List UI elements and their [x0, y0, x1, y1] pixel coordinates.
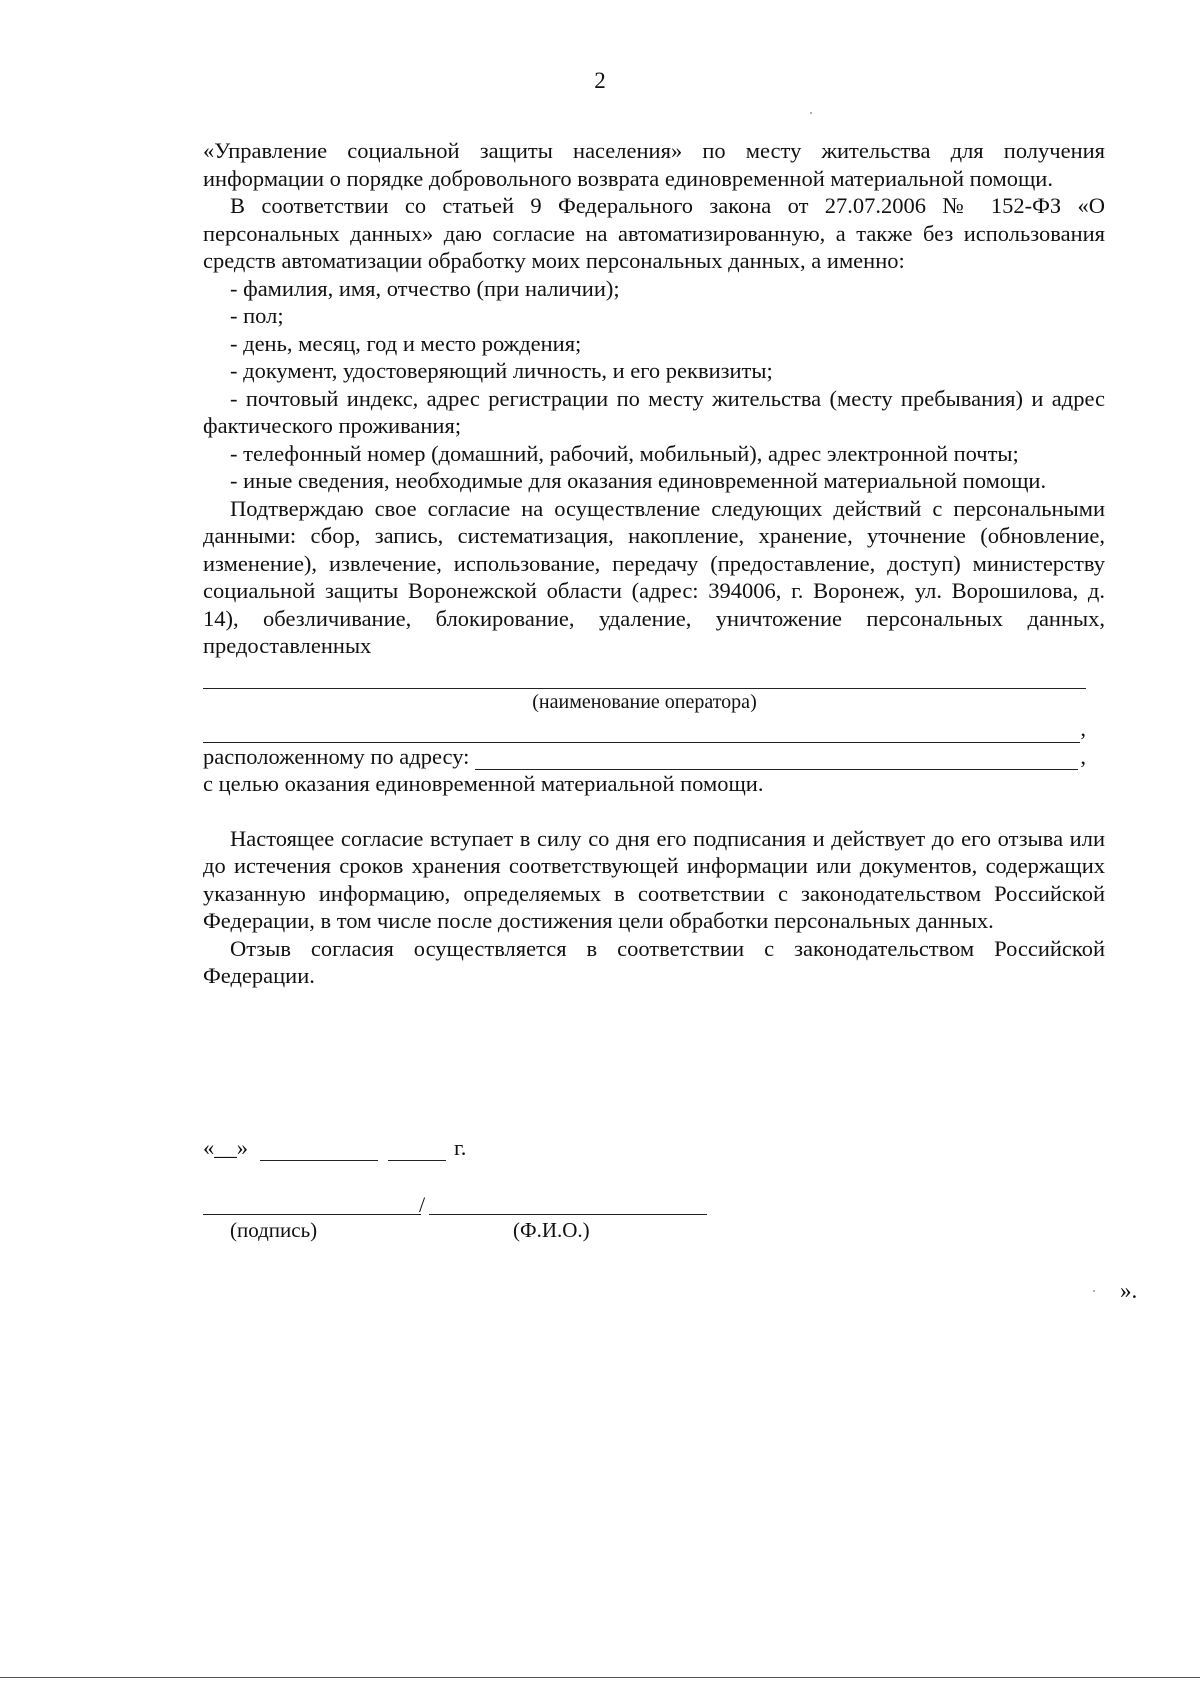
paragraph-validity: Настоящее согласие вступает в силу со дня его подписания и действует до его отзыва или до истечения сроков хранения соответствующей информации или документов, содержащих указанную информацию, определяемых в соответствии с законодательством Российской Федерации, в том числе после достижения цели обработки персональных данных.: [203, 825, 1105, 933]
list-item: - фамилия, имя, отчество (при наличии);: [230, 275, 620, 301]
signature-slash: /: [419, 1192, 426, 1217]
comma: ,: [1080, 716, 1086, 741]
spacer: [203, 798, 1105, 825]
list-item: - пол;: [230, 303, 284, 328]
scan-speck: [1093, 1290, 1095, 1292]
purpose-line: с целью оказания единовременной материальной помощи.: [203, 771, 764, 796]
operator-continuation-row: [203, 715, 1086, 743]
address-field[interactable]: [475, 749, 1078, 770]
full-name-field[interactable]: [429, 1214, 707, 1215]
list-item: - почтовый индекс, адрес регистрации по месту жительства (месту пребывания) и адрес фактического проживания;: [203, 385, 1105, 438]
closing-quote: ».: [1120, 1278, 1138, 1303]
signature-caption: (подпись): [230, 1218, 318, 1242]
scan-edge-line: [0, 1677, 1200, 1678]
full-name-caption: (Ф.И.О.): [513, 1218, 590, 1242]
operator-caption: (наименование оператора): [532, 690, 757, 713]
date-month-field[interactable]: [260, 1142, 378, 1161]
paragraph-withdrawal: Отзыв согласия осуществляется в соответствии с законодательством Российской Федерации.: [203, 935, 1105, 988]
date-line: [203, 1135, 466, 1161]
date-day-field[interactable]: «__»: [203, 1135, 248, 1160]
signature-block: [203, 1188, 723, 1248]
list-item: - иные сведения, необходимые для оказания единовременной материальной помощи.: [230, 468, 1047, 493]
year-suffix: г.: [454, 1135, 467, 1160]
paragraph-actions: Подтверждаю свое согласие на осуществление следующих действий с персональными данными: сбор, запись, систематизация, накопление, хранение, уточнение (обновление, изменение), извлечение, использование, передачу (предоставление, доступ) министерству социальной защиты Воронежской области (адрес: 394006, г. Воронеж, ул. Ворошилова, д. 14), обезличивание, блокирование, удаление, уничтожение персональных данных, предоставленных: [203, 495, 1105, 658]
document-body: [203, 137, 1105, 990]
comma: ,: [1080, 743, 1086, 769]
operator-continuation-field[interactable]: [203, 724, 1080, 743]
address-row: [203, 743, 1086, 771]
list-item: - документ, удостоверяющий личность, и его реквизиты;: [230, 358, 773, 383]
paragraph-intro: «Управление социальной защиты населения» по месту жительства для получения информации о порядке добровольного возврата единовременной материальной помощи.: [203, 138, 1105, 191]
paragraph-consent: В соответствии со статьей 9 Федерального закона от 27.07.2006 № 152-ФЗ «О персональных данных» даю согласие на автоматизированную, а также без использования средств автоматизации обработку моих персональных данных, а именно:: [203, 193, 1105, 273]
list-item: - день, месяц, год и место рождения;: [230, 330, 582, 356]
operator-name-field[interactable]: [203, 668, 1086, 689]
signature-field[interactable]: [203, 1214, 421, 1215]
date-year-field[interactable]: [388, 1142, 446, 1161]
page-number: 2: [594, 68, 606, 93]
address-label: расположенному по адресу:: [203, 743, 470, 769]
list-item: - телефонный номер (домашний, рабочий, мобильный), адрес электронной почты;: [230, 440, 1019, 466]
scan-speck: [810, 112, 812, 114]
